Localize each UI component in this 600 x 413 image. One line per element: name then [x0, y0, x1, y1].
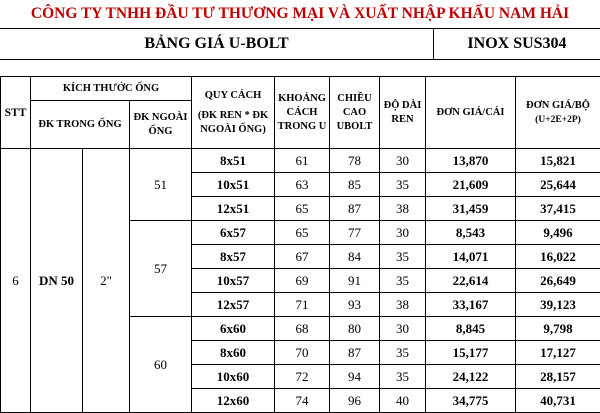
cell-unit-price: 31,459 — [426, 197, 516, 221]
cell-gap: 71 — [275, 293, 330, 317]
cell-unit-price: 8,543 — [426, 221, 516, 245]
cell-spec: 6x57 — [192, 221, 275, 245]
cell-thread: 35 — [380, 365, 426, 389]
cell-height: 84 — [330, 245, 380, 269]
price-list-title: BẢNG GIÁ U-BOLT — [0, 29, 434, 59]
cell-outer-dk: 57 — [130, 221, 192, 317]
cell-spec: 12x57 — [192, 293, 275, 317]
header-pipe-size: KÍCH THƯỚC ỐNG — [31, 77, 192, 101]
cell-thread: 35 — [380, 245, 426, 269]
price-table — [0, 76, 600, 413]
cell-unit-price: 13,870 — [426, 149, 516, 173]
cell-gap: 65 — [275, 221, 330, 245]
header-spec — [192, 77, 275, 149]
header-inner-dk: ĐK TRONG ỐNG — [31, 101, 130, 149]
cell-set-price: 17,127 — [516, 341, 600, 365]
title-bar — [0, 28, 600, 60]
cell-spec: 10x60 — [192, 365, 275, 389]
cell-spec: 12x60 — [192, 389, 275, 413]
cell-set-price: 16,022 — [516, 245, 600, 269]
header-outer-dk: ĐK NGOÀI ỐNG — [130, 101, 192, 149]
header-set-price-line2: (U+2E+2P) — [516, 113, 600, 127]
header-spec-line2: (ĐK REN * ĐK NGOÀI ỐNG) — [192, 109, 274, 137]
header-spec-line1: QUY CÁCH — [192, 89, 274, 103]
cell-height: 77 — [330, 221, 380, 245]
cell-height: 87 — [330, 341, 380, 365]
cell-set-price: 28,157 — [516, 365, 600, 389]
cell-set-price: 39,123 — [516, 293, 600, 317]
cell-spec: 10x51 — [192, 173, 275, 197]
cell-spec: 6x60 — [192, 317, 275, 341]
header-set-price — [516, 77, 600, 149]
cell-unit-price: 21,609 — [426, 173, 516, 197]
cell-spec: 12x51 — [192, 197, 275, 221]
header-stt: STT — [1, 77, 31, 149]
table-row — [1, 149, 600, 173]
cell-unit-price: 15,177 — [426, 341, 516, 365]
cell-unit-price: 14,071 — [426, 245, 516, 269]
cell-gap: 65 — [275, 197, 330, 221]
cell-set-price: 40,731 — [516, 389, 600, 413]
cell-set-price: 25,644 — [516, 173, 600, 197]
cell-gap: 69 — [275, 269, 330, 293]
cell-height: 93 — [330, 293, 380, 317]
cell-spec: 8x60 — [192, 341, 275, 365]
cell-thread: 35 — [380, 341, 426, 365]
header-unit-price: ĐƠN GIÁ/CÁI — [426, 77, 516, 149]
cell-thread: 35 — [380, 269, 426, 293]
cell-thread: 30 — [380, 221, 426, 245]
cell-gap: 68 — [275, 317, 330, 341]
cell-set-price: 15,821 — [516, 149, 600, 173]
cell-gap: 72 — [275, 365, 330, 389]
cell-height: 96 — [330, 389, 380, 413]
cell-unit-price: 22,614 — [426, 269, 516, 293]
cell-height: 80 — [330, 317, 380, 341]
cell-height: 87 — [330, 197, 380, 221]
company-name: CÔNG TY TNHH ĐẦU TƯ THƯƠNG MẠI VÀ XUẤT NHẬP KHẨU NAM HẢI — [0, 0, 600, 27]
cell-gap: 74 — [275, 389, 330, 413]
cell-dn: DN 50 — [31, 149, 83, 413]
cell-spec: 8x51 — [192, 149, 275, 173]
cell-spec: 10x57 — [192, 269, 275, 293]
header-u-gap: KHOẢNG CÁCH TRONG U — [275, 77, 330, 149]
cell-inch: 2" — [83, 149, 130, 413]
cell-height: 91 — [330, 269, 380, 293]
cell-thread: 35 — [380, 173, 426, 197]
cell-thread: 38 — [380, 197, 426, 221]
cell-set-price: 9,798 — [516, 317, 600, 341]
cell-height: 85 — [330, 173, 380, 197]
cell-gap: 61 — [275, 149, 330, 173]
cell-unit-price: 8,845 — [426, 317, 516, 341]
cell-gap: 67 — [275, 245, 330, 269]
cell-unit-price: 34,775 — [426, 389, 516, 413]
cell-stt: 6 — [1, 149, 31, 413]
cell-outer-dk: 60 — [130, 317, 192, 413]
material-label: INOX SUS304 — [434, 29, 600, 59]
cell-gap: 63 — [275, 173, 330, 197]
header-set-price-line1: ĐƠN GIÁ/BỘ — [516, 99, 600, 113]
cell-height: 94 — [330, 365, 380, 389]
cell-thread: 30 — [380, 149, 426, 173]
cell-set-price: 26,649 — [516, 269, 600, 293]
cell-thread: 40 — [380, 389, 426, 413]
cell-spec: 8x57 — [192, 245, 275, 269]
header-thread-length: ĐỘ DÀI REN — [380, 77, 426, 149]
cell-outer-dk: 51 — [130, 149, 192, 221]
cell-unit-price: 33,167 — [426, 293, 516, 317]
cell-thread: 38 — [380, 293, 426, 317]
cell-thread: 30 — [380, 317, 426, 341]
header-ubolt-height: CHIỀU CAO UBOLT — [330, 77, 380, 149]
cell-set-price: 37,415 — [516, 197, 600, 221]
cell-gap: 70 — [275, 341, 330, 365]
cell-set-price: 9,496 — [516, 221, 600, 245]
cell-height: 78 — [330, 149, 380, 173]
cell-unit-price: 24,122 — [426, 365, 516, 389]
